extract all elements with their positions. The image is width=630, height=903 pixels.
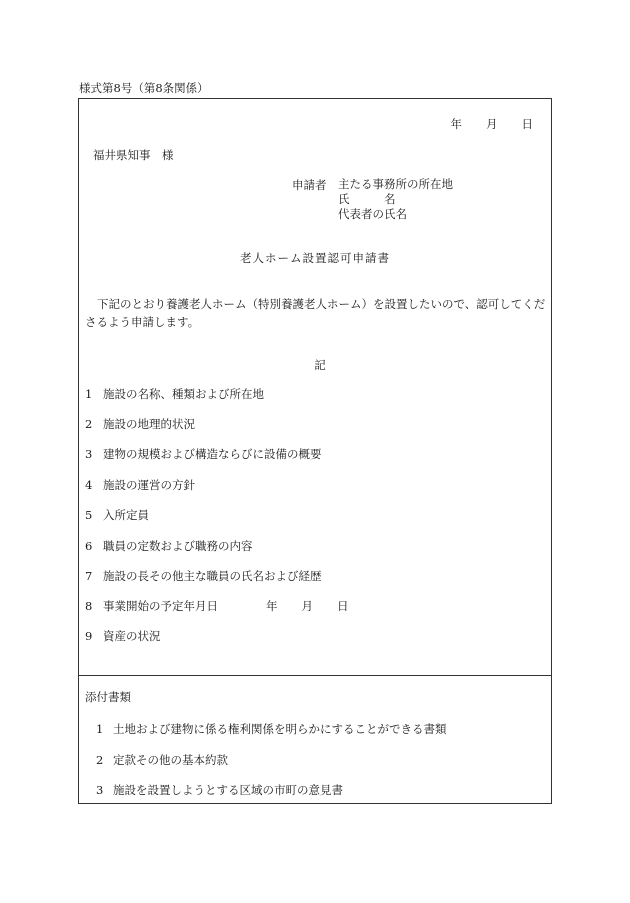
item-9 [85, 628, 161, 644]
item-7 [85, 568, 322, 584]
item-5 [85, 507, 149, 523]
item-text: 職員の定数および職務の内容 [103, 539, 253, 553]
item-2 [85, 416, 195, 432]
item-8 [85, 598, 349, 614]
attachment-1 [96, 721, 447, 737]
item-3 [85, 446, 322, 462]
addressee: 福井県知事 様 [93, 148, 174, 162]
item-6 [85, 538, 253, 554]
item-number: 9 [85, 629, 93, 643]
applicant-address-label: 主たる事務所の所在地 [338, 177, 453, 191]
item-text: 施設の名称、種類および所在地 [103, 387, 264, 401]
item-text: 入所定員 [103, 508, 149, 522]
item-text: 施設の運営の方針 [103, 478, 195, 492]
document-title: 老人ホーム設置認可申請書 [240, 251, 390, 265]
item-text: 資産の状況 [103, 629, 161, 643]
item-1 [85, 386, 264, 402]
item-number: 7 [85, 569, 93, 583]
applicant-representative-label: 代表者の氏名 [338, 207, 407, 221]
date-day: 日 [521, 117, 533, 131]
attachment-number: 2 [96, 753, 104, 767]
item-number: 1 [85, 387, 93, 401]
attachments-title: 添付書類 [85, 690, 131, 704]
body-text: 下記のとおり養護老人ホーム（特別養護老人ホーム）を設置したいので、認可してくださるよう申請します。 [85, 297, 546, 329]
ki-heading: 記 [314, 358, 326, 372]
item-number: 5 [85, 508, 93, 522]
attachment-text: 施設を設置しようとする区域の市町の意見書 [113, 783, 343, 797]
date-line [451, 116, 534, 132]
item-number: 2 [85, 417, 93, 431]
attachment-number: 3 [96, 783, 104, 797]
date-month: 月 [486, 117, 498, 131]
attachment-text: 土地および建物に係る権利関係を明らかにすることができる書類 [113, 722, 447, 736]
applicant-name-label: 氏 名 [338, 192, 396, 206]
application-form [78, 98, 552, 804]
section-divider [79, 675, 551, 676]
applicant-label: 申請者 [292, 178, 327, 192]
attachment-2 [96, 752, 228, 768]
item-text: 事業開始の予定年月日 [103, 599, 218, 613]
start-date-year: 年 [266, 599, 278, 613]
item-text: 施設の長その他主な職員の氏名および経歴 [103, 569, 322, 583]
item-text: 施設の地理的状況 [103, 417, 195, 431]
start-date-month: 月 [301, 599, 313, 613]
item-number: 4 [85, 478, 93, 492]
form-number: 様式第8号（第8条関係） [79, 81, 209, 95]
item-text: 建物の規模および構造ならびに設備の概要 [103, 447, 322, 461]
applicant-fields [338, 177, 453, 222]
item-number: 8 [85, 599, 93, 613]
date-year: 年 [450, 117, 462, 131]
attachment-text: 定款その他の基本約款 [113, 753, 228, 767]
attachment-number: 1 [96, 722, 104, 736]
attachment-3 [96, 782, 343, 798]
item-number: 6 [85, 539, 93, 553]
item-number: 3 [85, 447, 93, 461]
start-date-day: 日 [337, 599, 349, 613]
item-4 [85, 477, 195, 493]
